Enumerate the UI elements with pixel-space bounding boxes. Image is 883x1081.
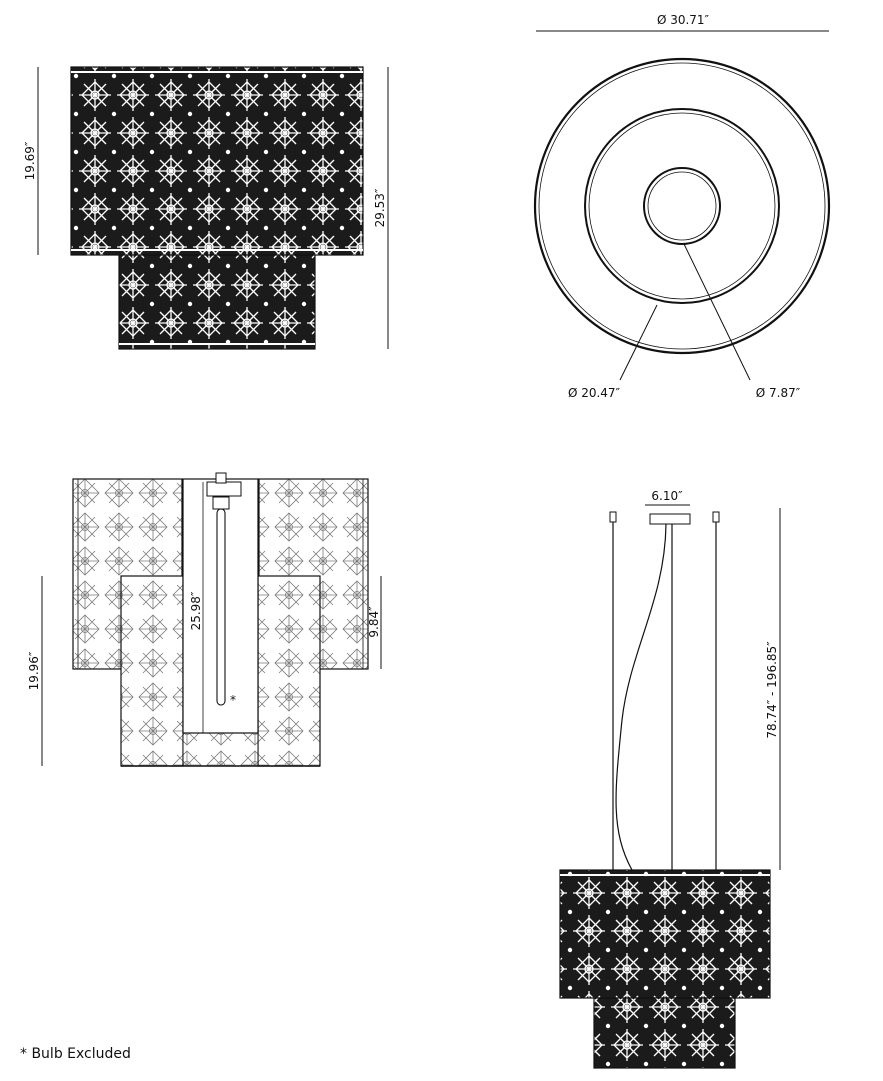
top-view: [535, 13, 829, 400]
lower-drum: [119, 255, 315, 349]
outer-diameter-label: Ø 30.71″: [656, 13, 710, 27]
drop-range-label: 78.74″ - 196.85″: [765, 641, 779, 739]
upper-height-label: 19.69″: [23, 141, 37, 181]
canopy-width-label: 6.10″: [651, 489, 683, 503]
total-height-label: 29.53″: [373, 188, 387, 228]
hanging-upper-drum: [560, 870, 770, 998]
hanging-lower-drum: [594, 998, 735, 1068]
tube-height-label: 25.98″: [189, 591, 203, 631]
bulb-tube: [217, 509, 225, 705]
bulb-footnote: * Bulb Excluded: [20, 1046, 131, 1062]
inner-diameter-leader: [684, 244, 750, 380]
outer-ring: [535, 59, 829, 353]
upper-drum: [71, 67, 363, 255]
inner-ring: [644, 168, 720, 244]
overall-height-label: 19.96″: [27, 651, 41, 691]
canopy-fixture: [207, 482, 241, 496]
bulb-marker: *: [230, 693, 236, 707]
inner-diameter-label: Ø 7.87″: [755, 386, 801, 400]
canopy: [650, 514, 690, 524]
suspended-view: [560, 489, 780, 1068]
power-cord: [616, 524, 666, 870]
front-view: [23, 67, 388, 349]
socket: [213, 497, 229, 509]
lower-height-label: 9.84″: [367, 606, 381, 638]
middle-ring: [585, 109, 779, 303]
middle-diameter-label: Ø 20.47″: [567, 386, 621, 400]
section-view: [27, 473, 381, 766]
